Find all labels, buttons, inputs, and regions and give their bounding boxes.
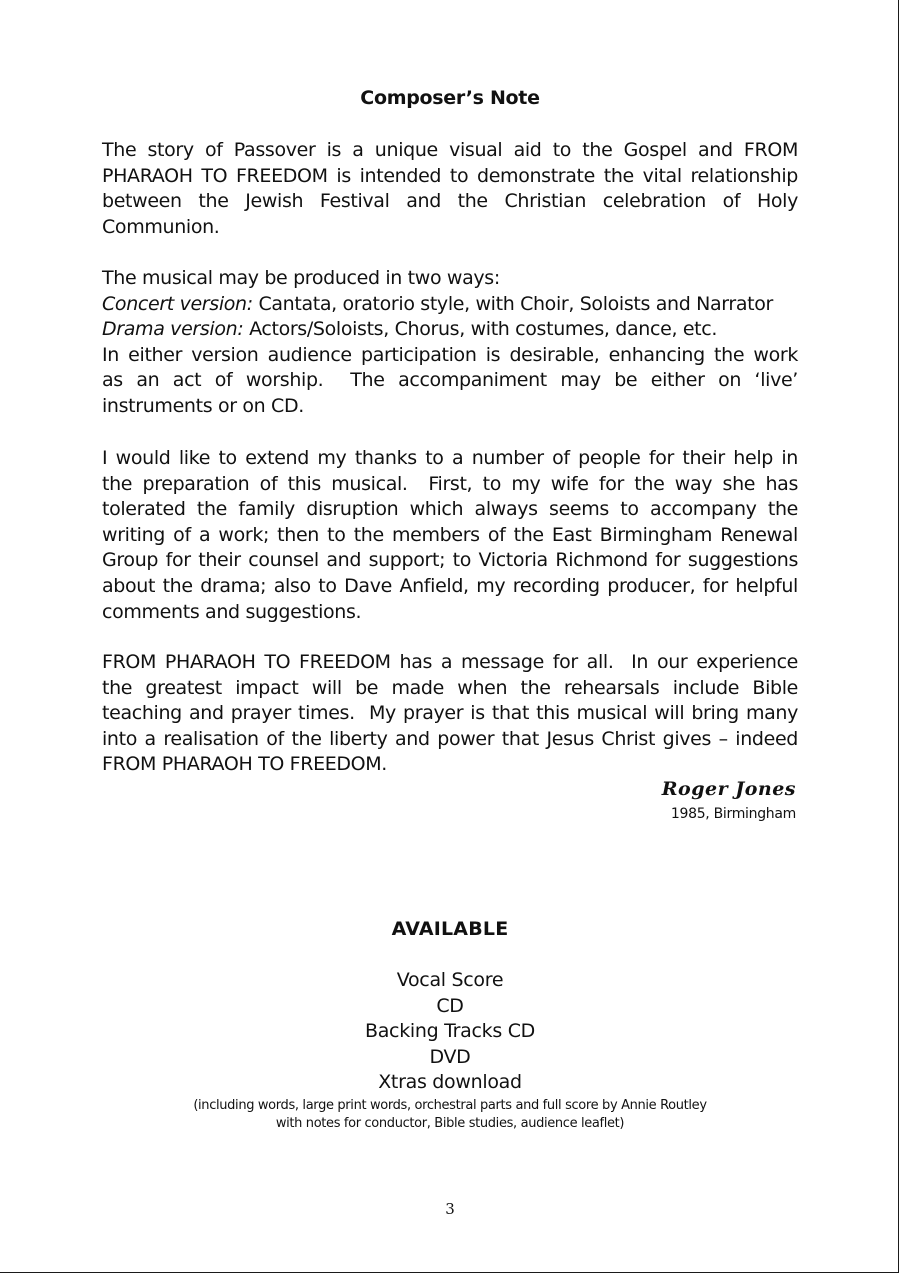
text-line: instruments or on CD.: [102, 394, 304, 417]
text-line: FROM PHARAOH TO FREEDOM has a message for all. In our experience: [102, 651, 798, 673]
available-item: Backing Tracks CD: [364, 1020, 535, 1042]
text-line: comments and suggestions.: [102, 600, 362, 623]
text-line: FROM PHARAOH TO FREEDOM.: [102, 753, 387, 776]
text-line: tolerated the family disruption which always seems to accompany the: [102, 498, 798, 521]
text-line: The story of Passover is a unique visual aid to the Gospel and FROM: [102, 139, 798, 161]
text-line: the greatest impact will be made when the rehearsals include Bible: [102, 676, 798, 699]
available-item: DVD: [429, 1045, 471, 1068]
note-line: (including words, large print words, orchestral parts and full score by Annie Routley: [193, 1098, 707, 1113]
composer-signature: Roger Jones: [661, 778, 796, 800]
page-number: 3: [445, 1200, 455, 1218]
available-item: Xtras download: [378, 1071, 522, 1093]
available-note: [0, 1097, 900, 1133]
paragraph-intro: [102, 138, 798, 240]
text-line: into a realisation of the liberty and power that Jesus Christ gives – indeed: [102, 727, 798, 750]
concert-version-text: Cantata, oratorio style, with Choir, Soloists and Narrator: [252, 292, 773, 315]
text-line: In either version audience participation is desirable, enhancing the work: [102, 343, 798, 366]
text-line: about the drama; also to Dave Anfield, my recording producer, for helpful: [102, 574, 798, 597]
page-title: Composer’s Note: [360, 87, 540, 109]
drama-version-line: [102, 317, 798, 343]
paragraph-versions: [102, 266, 798, 420]
available-list: [0, 968, 900, 1096]
text-line: as an act of worship. The accompaniment may be either on ‘live’: [102, 369, 798, 392]
text-line: PHARAOH TO FREEDOM is intended to demonstrate the vital relationship: [102, 164, 798, 187]
text-line: the preparation of this musical. First, to my wife for the way she has: [102, 472, 798, 495]
note-line: with notes for conductor, Bible studies, audience leaflet): [275, 1116, 625, 1131]
concert-version-line: [102, 292, 798, 318]
paragraph-thanks: [102, 446, 798, 625]
paragraph-message: [102, 650, 798, 778]
text-line: teaching and prayer times. My prayer is that this musical will bring many: [102, 702, 798, 725]
available-item: CD: [436, 994, 464, 1017]
concert-version-label: Concert version:: [102, 292, 253, 315]
text-line: Group for their counsel and support; to Victoria Richmond for suggestions: [102, 549, 798, 572]
drama-version-text: Actors/Soloists, Chorus, with costumes, dance, etc.: [243, 318, 718, 341]
signature-date-place: 1985, Birmingham: [670, 806, 796, 822]
available-item: Vocal Score: [396, 969, 504, 991]
available-heading: AVAILABLE: [391, 918, 509, 940]
text-line: between the Jewish Festival and the Christian celebration of Holy: [102, 190, 798, 213]
text-line: I would like to extend my thanks to a number of people for their help in: [102, 447, 798, 469]
text-line: The musical may be produced in two ways:: [102, 267, 500, 289]
text-line: writing of a work; then to the members of the East Birmingham Renewal: [102, 523, 798, 546]
text-line: Communion.: [102, 215, 220, 238]
drama-version-label: Drama version:: [102, 318, 244, 341]
